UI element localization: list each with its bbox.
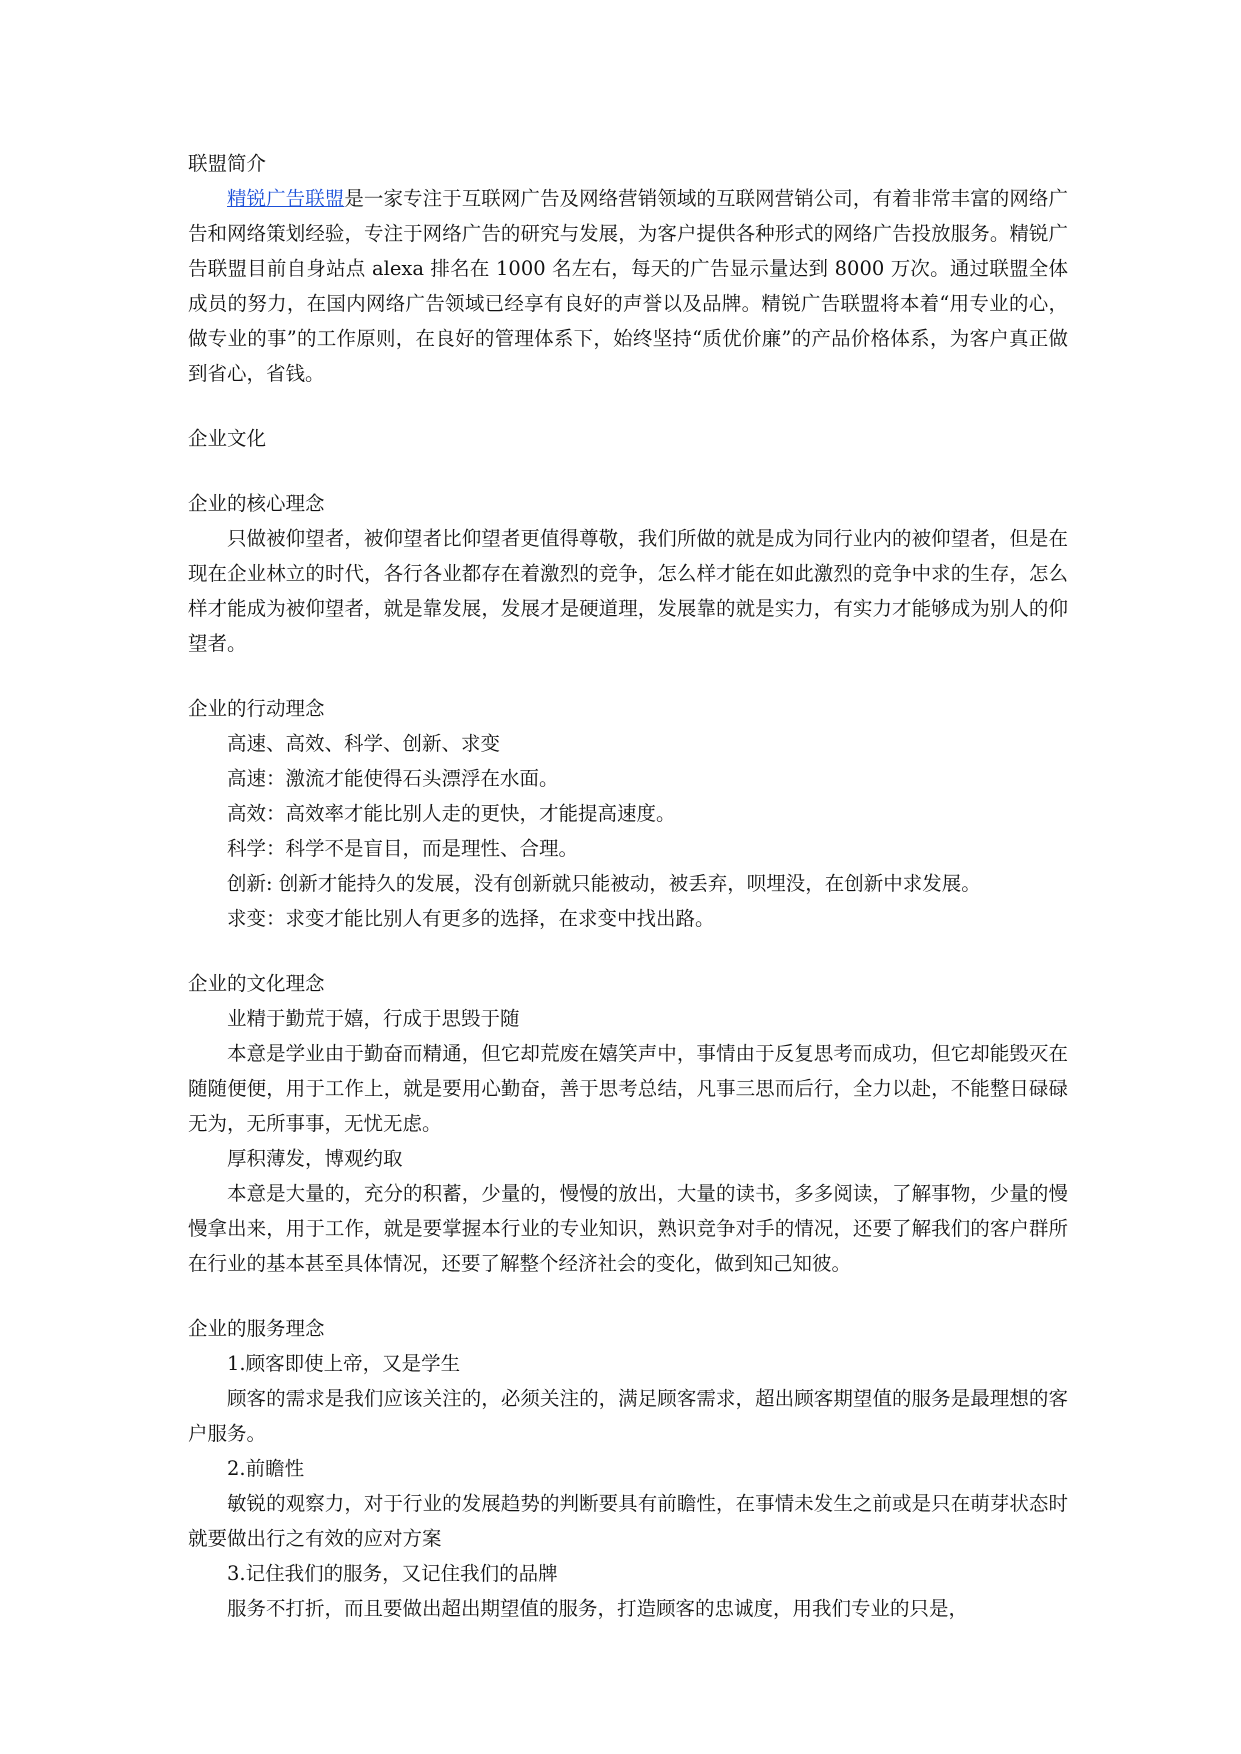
spacer xyxy=(188,456,1068,486)
section-heading-culture-idea: 企业的文化理念 xyxy=(188,972,325,995)
intro-body-text: 是一家专注于互联网广告及网络营销领域的互联网营销公司，有着非常丰富的网络广告和网络策划经验，专注于网络广告的研究与发展，为客户提供各种形式的网络广告投放服务。精锐广告联盟目前自身站点 alexa 排名在 1000 名左右，每天的广告显示量达到 8000 万次。通过联盟全体成员的努力，在国内网络广告领域已经享有良好的声誉以及品牌。精锐广告联盟将本着“用专业的心，做专业的事”的工作原则，在良好的管理体系下，始终坚持“质优价廉”的产品价格体系，为客户真正做到省心，省钱。 xyxy=(188,187,1068,385)
section-heading-culture: 企业文化 xyxy=(188,427,267,450)
core-paragraph: 只做被仰望者，被仰望者比仰望者更值得尊敬，我们所做的就是成为同行业内的被仰望者，但是在现在企业林立的时代，各行各业都存在着激烈的竞争，怎么样才能在如此激烈的竞争中求的生存，怎么样才能成为被仰望者，就是靠发展，发展才是硬道理，发展靠的就是实力，有实力才能够成为别人的仰望者。 xyxy=(188,527,1068,655)
spacer xyxy=(188,936,1068,966)
action-line: 高效：高效率才能比别人走的更快，才能提高速度。 xyxy=(227,802,676,825)
service-item-body: 敏锐的观察力，对于行业的发展趋势的判断要具有前瞻性，在事情未发生之前或是只在萌芽状态时就要做出行之有效的应对方案 xyxy=(188,1492,1068,1550)
document-page xyxy=(188,146,1068,1626)
motto-line: 厚积薄发，博观约取 xyxy=(227,1147,403,1170)
action-line: 创新: 创新才能持久的发展，没有创新就只能被动，被丢弃，呗埋没，在创新中求发展。 xyxy=(227,872,981,895)
alliance-link[interactable]: 精锐广告联盟 xyxy=(227,187,345,210)
section-heading-core: 企业的核心理念 xyxy=(188,492,325,515)
service-item-title: 2.前瞻性 xyxy=(227,1457,305,1480)
service-item-body: 服务不打折，而且要做出超出期望值的服务，打造顾客的忠诚度，用我们专业的只是， xyxy=(227,1597,969,1620)
action-line: 求变：求变才能比别人有更多的选择，在求变中找出路。 xyxy=(227,907,715,930)
action-line: 科学：科学不是盲目，而是理性、合理。 xyxy=(227,837,579,860)
service-item-title: 3.记住我们的服务，又记住我们的品牌 xyxy=(227,1562,558,1585)
section-heading-intro: 联盟简介 xyxy=(188,152,267,175)
motto-line: 业精于勤荒于嬉，行成于思毁于随 xyxy=(227,1007,520,1030)
spacer xyxy=(188,1281,1068,1311)
intro-paragraph xyxy=(188,181,1068,391)
section-heading-action: 企业的行动理念 xyxy=(188,697,325,720)
action-line: 高速：激流才能使得石头漂浮在水面。 xyxy=(227,767,559,790)
action-line: 高速、高效、科学、创新、求变 xyxy=(227,732,501,755)
service-item-body: 顾客的需求是我们应该关注的，必须关注的，满足顾客需求，超出顾客期望值的服务是最理想的客户服务。 xyxy=(188,1387,1068,1445)
motto-explanation: 本意是学业由于勤奋而精通，但它却荒废在嬉笑声中，事情由于反复思考而成功，但它却能毁灭在随随便便，用于工作上，就是要用心勤奋，善于思考总结，凡事三思而后行，全力以赴，不能整日碌碌无为，无所事事，无忧无虑。 xyxy=(188,1042,1068,1135)
section-heading-service: 企业的服务理念 xyxy=(188,1317,325,1340)
service-item-title: 1.顾客即使上帝，又是学生 xyxy=(227,1352,461,1375)
motto-explanation: 本意是大量的，充分的积蓄，少量的，慢慢的放出，大量的读书，多多阅读，了解事物，少量的慢慢拿出来，用于工作，就是要掌握本行业的专业知识，熟识竞争对手的情况，还要了解我们的客户群所在行业的基本甚至具体情况，还要了解整个经济社会的变化，做到知己知彼。 xyxy=(188,1182,1068,1275)
spacer xyxy=(188,391,1068,421)
spacer xyxy=(188,661,1068,691)
